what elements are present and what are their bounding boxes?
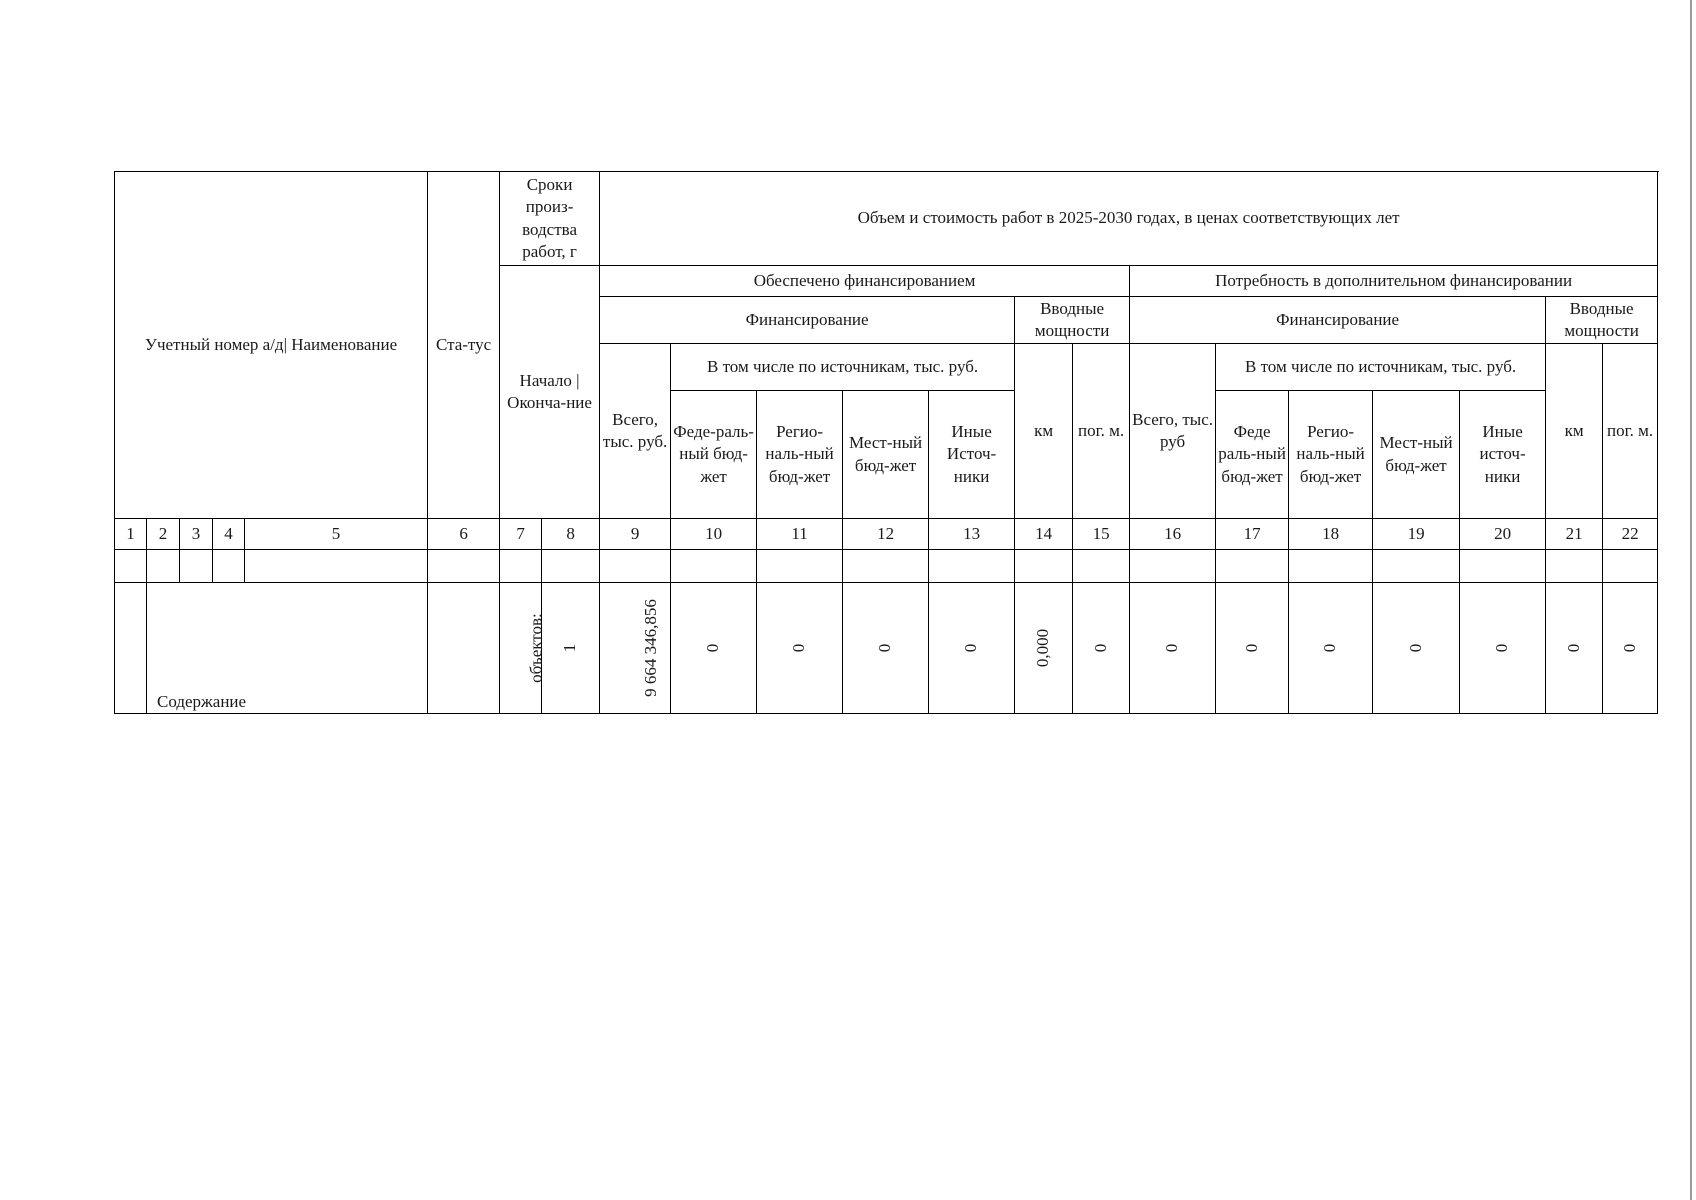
table-cell <box>213 550 245 583</box>
header-total-secured: Всего, тыс. руб. <box>600 344 671 519</box>
table-cell <box>115 583 147 714</box>
need-other-value: 0 <box>1492 643 1512 653</box>
local-cell <box>843 583 929 714</box>
table-cell <box>428 583 500 714</box>
header-federal-secured: Феде-раль-ный бюд-жет <box>671 391 757 519</box>
column-number: 12 <box>843 519 929 550</box>
table-cell <box>600 550 671 583</box>
column-number: 17 <box>1216 519 1289 550</box>
need-other-cell <box>1460 583 1546 714</box>
column-number: 4 <box>213 519 245 550</box>
table-cell <box>1460 550 1546 583</box>
table-cell <box>542 550 600 583</box>
local-value: 0 <box>875 643 895 653</box>
header-by-sources-secured: В том числе по источникам, тыс. руб. <box>671 344 1015 391</box>
header-terms: Сроки произ-водства работ, г <box>500 172 600 266</box>
column-number: 20 <box>1460 519 1546 550</box>
column-number: 10 <box>671 519 757 550</box>
objects-count-cell <box>542 583 600 714</box>
column-number: 11 <box>757 519 843 550</box>
pog-m-value: 0 <box>1091 643 1111 653</box>
header-local-secured: Мест-ный бюд-жет <box>843 391 929 519</box>
header-financing-need: Финансирование <box>1130 297 1546 344</box>
header-by-sources-need: В том числе по источникам, тыс. руб. <box>1216 344 1546 391</box>
header-capacity-need: Вводные мощности <box>1546 297 1658 344</box>
need-km-cell <box>1546 583 1603 714</box>
header-financing-secured: Финансирование <box>600 297 1015 344</box>
table-cell <box>245 550 428 583</box>
table-cell <box>843 550 929 583</box>
data-row-content <box>115 583 1658 714</box>
column-number: 14 <box>1015 519 1073 550</box>
total-cell <box>600 583 671 714</box>
federal-value: 0 <box>703 643 723 653</box>
need-pog-m-cell <box>1603 583 1658 714</box>
header-total-need: Всего, тыс. руб <box>1130 344 1216 519</box>
header-capacity-secured: Вводные мощности <box>1015 297 1130 344</box>
header-other-need: Иные источ-ники <box>1460 391 1546 519</box>
header-km-need: км <box>1546 344 1603 519</box>
header-federal-need: Феде раль-ный бюд-жет <box>1216 391 1289 519</box>
federal-cell <box>671 583 757 714</box>
column-numbers-row <box>115 519 1658 550</box>
table-cell <box>428 550 500 583</box>
need-pog-m-value: 0 <box>1620 643 1640 653</box>
need-local-value: 0 <box>1406 643 1426 653</box>
table-cell <box>757 550 843 583</box>
header-start-end: Начало | Оконча-ние <box>500 266 600 519</box>
column-number: 3 <box>180 519 213 550</box>
column-number: 16 <box>1130 519 1216 550</box>
need-local-cell <box>1373 583 1460 714</box>
header-regional-need: Регио-наль-ный бюд-жет <box>1289 391 1373 519</box>
column-number: 13 <box>929 519 1015 550</box>
column-number: 7 <box>500 519 542 550</box>
works-volume-table <box>114 171 1658 714</box>
need-total-cell <box>1130 583 1216 714</box>
table-cell <box>671 550 757 583</box>
table-cell <box>1130 550 1216 583</box>
need-km-value: 0 <box>1564 643 1584 653</box>
need-federal-cell <box>1216 583 1289 714</box>
need-total-value: 0 <box>1162 643 1182 653</box>
pog-m-cell <box>1073 583 1130 714</box>
header-pog-m-need: пог. м. <box>1603 344 1658 519</box>
other-value: 0 <box>961 643 981 653</box>
page-edge <box>1690 0 1692 1200</box>
column-number: 6 <box>428 519 500 550</box>
column-number: 15 <box>1073 519 1130 550</box>
need-regional-cell <box>1289 583 1373 714</box>
regional-value: 0 <box>789 643 809 653</box>
header-account-name: Учетный номер а/д| Наименование <box>115 172 428 519</box>
header-local-need: Мест-ный бюд-жет <box>1373 391 1460 519</box>
regional-cell <box>757 583 843 714</box>
table-cell <box>1216 550 1289 583</box>
table-cell <box>500 550 542 583</box>
column-number: 9 <box>600 519 671 550</box>
column-number: 18 <box>1289 519 1373 550</box>
column-number: 21 <box>1546 519 1603 550</box>
header-volume-title: Объем и стоимость работ в 2025-2030 годах, в ценах соответствующих лет <box>600 172 1658 266</box>
column-number: 8 <box>542 519 600 550</box>
table-cell <box>1546 550 1603 583</box>
header-km-secured: км <box>1015 344 1073 519</box>
row-label: Содержание <box>147 583 428 714</box>
header-need: Потребность в дополнительном финансировании <box>1130 266 1658 297</box>
header-other-secured: Иные Источ-ники <box>929 391 1015 519</box>
table-cell <box>180 550 213 583</box>
need-regional-value: 0 <box>1320 643 1340 653</box>
table-cell <box>147 550 180 583</box>
header-status: Ста-тус <box>428 172 500 519</box>
column-number: 22 <box>1603 519 1658 550</box>
objects-count: 1 <box>560 643 580 653</box>
km-cell <box>1015 583 1073 714</box>
total-value: 9 664 346,856 <box>640 599 660 697</box>
empty-row <box>115 550 1658 583</box>
header-secured: Обеспечено финансированием <box>600 266 1130 297</box>
table-cell <box>115 550 147 583</box>
table-cell <box>1015 550 1073 583</box>
objects-label-cell <box>500 583 546 714</box>
table-cell <box>929 550 1015 583</box>
column-number: 1 <box>115 519 147 550</box>
table-cell <box>1373 550 1460 583</box>
column-number: 5 <box>245 519 428 550</box>
other-cell <box>929 583 1015 714</box>
header-regional-secured: Регио-наль-ный бюд-жет <box>757 391 843 519</box>
km-value: 0,000 <box>1033 628 1053 668</box>
column-number: 19 <box>1373 519 1460 550</box>
column-number: 2 <box>147 519 180 550</box>
table-cell <box>1603 550 1658 583</box>
table-cell <box>1289 550 1373 583</box>
objects-label: объектов: <box>526 613 546 683</box>
header-pog-m-secured: пог. м. <box>1073 344 1130 519</box>
need-federal-value: 0 <box>1242 643 1262 653</box>
table-cell <box>1073 550 1130 583</box>
